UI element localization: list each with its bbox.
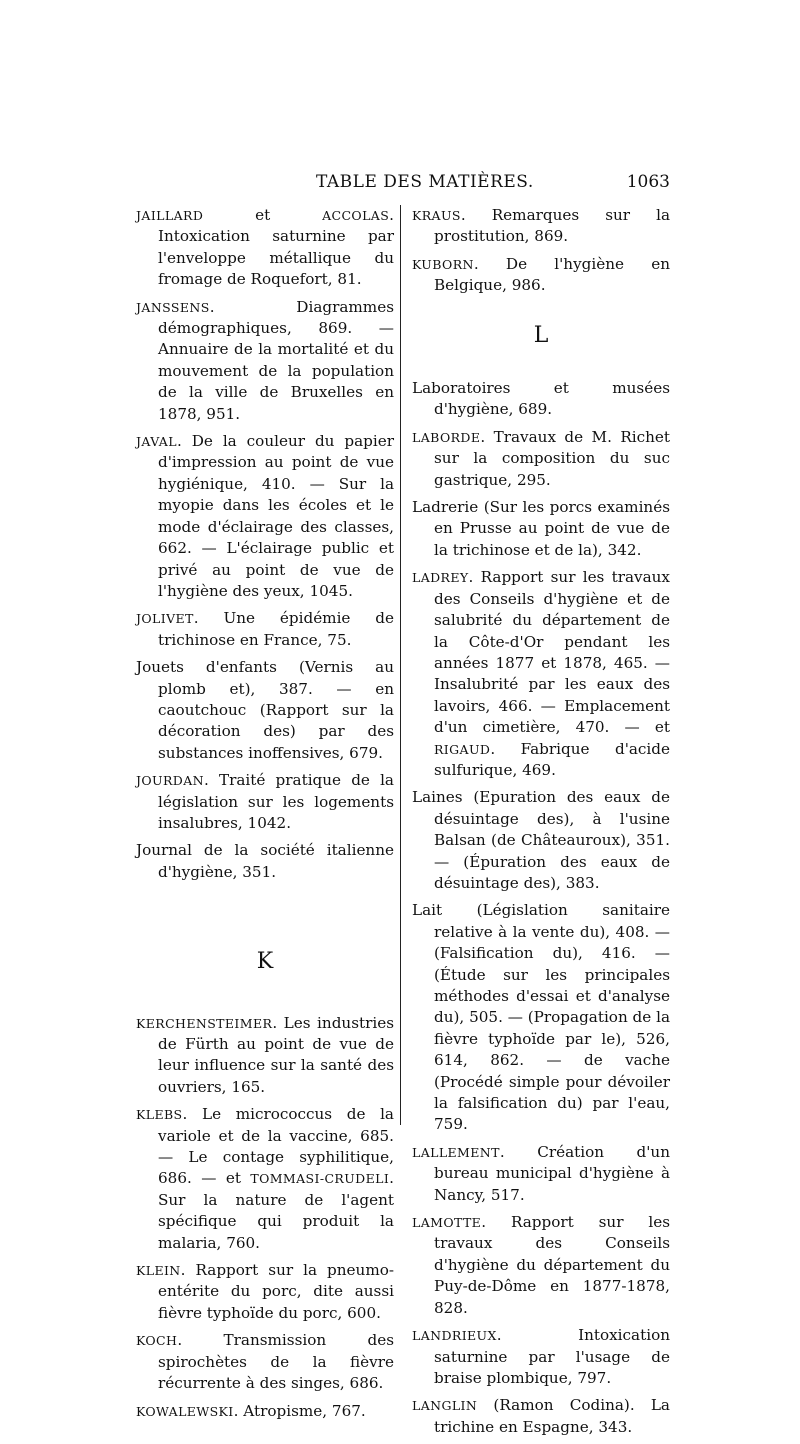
index-entry bbox=[412, 567, 670, 781]
entry-author: JANSSENS bbox=[136, 299, 210, 315]
section-letter-k: K bbox=[256, 949, 274, 975]
entry-text: . Atropisme, 767. bbox=[233, 1401, 366, 1420]
index-entry bbox=[412, 900, 670, 1135]
entry-author: JOLIVET bbox=[136, 611, 194, 627]
index-entry bbox=[136, 1330, 394, 1394]
entries-k-cont bbox=[412, 205, 670, 297]
entry-text: . Une épidémie de trichinose en France, 75. bbox=[158, 609, 394, 649]
entry-text: . Fabrique d'acide sulfurique, 469. bbox=[434, 739, 670, 779]
page-number: 1063 bbox=[626, 172, 670, 192]
index-entry bbox=[412, 497, 670, 561]
index-entry bbox=[136, 1013, 394, 1099]
section-letter-l: L bbox=[533, 322, 549, 348]
entry-text: . Rapport sur les travaux des Conseils d'hygiène et de salubrité du département de la Côte-d'Or pendant les années 1877 et 1878, 465. — Insalubrité par les eaux des lavoirs, 466. — Emplacement d'un cimetière, 470. — et bbox=[434, 568, 670, 737]
running-header bbox=[140, 172, 670, 196]
index-entry bbox=[136, 770, 394, 834]
entry-author: LALLEMENT bbox=[412, 1144, 500, 1160]
entry-author: KRAUS bbox=[412, 208, 461, 223]
index-entry bbox=[412, 1142, 670, 1206]
entry-text: Laboratoires et musées d'hygiène, 689. bbox=[412, 379, 670, 419]
index-entry bbox=[412, 1212, 670, 1319]
entry-text: . Remarques sur la prostitution, 869. bbox=[434, 206, 670, 246]
entry-author: KOWALEWSKI bbox=[136, 1403, 234, 1419]
index-entry bbox=[412, 1325, 670, 1389]
index-entry bbox=[412, 787, 670, 894]
entry-author: KLEIN bbox=[136, 1263, 181, 1279]
entry-author: JAVAL bbox=[136, 434, 177, 450]
entries-k bbox=[136, 1013, 394, 1422]
index-entry bbox=[136, 657, 394, 764]
entry-text: . Rapport sur la pneumo-entérite du porc, dite aussi fièvre typhoïde du porc, 600. bbox=[158, 1261, 394, 1322]
entry-author: LADREY bbox=[412, 570, 469, 586]
index-entry bbox=[136, 205, 394, 291]
entry-text: . De la couleur du papier d'impression au point de vue hygiénique, 410. — Sur la myopie dans les écoles et le mode d'éclairage des classes, 662. — L'éclairage public et privé au point de vue de l'hygiène des yeux, 1045. bbox=[158, 432, 394, 600]
entry-author: LANGLIN bbox=[412, 1398, 478, 1414]
entry-text: . Intoxication saturnine par l'enveloppe métallique du fromage de Roquefort, 81. bbox=[158, 206, 394, 289]
entry-text: Jouets d'enfants (Vernis au plomb et), 387. — en caoutchouc (Rapport sur la décoration des) par des substances inoffensives, 679. bbox=[136, 658, 394, 762]
entry-text: . Sur la nature de l'agent spécifique qui produit la malaria, 760. bbox=[158, 1169, 394, 1252]
entry-coauthor: ACCOLAS bbox=[322, 208, 390, 223]
entry-coauthor: RIGAUD bbox=[434, 741, 491, 757]
entry-text: Laines (Epuration des eaux de désuintage des), à l'usine Balsan (de Châteauroux), 351. — (Épuration des eaux de désuintage des), 383. bbox=[412, 788, 670, 892]
index-entry bbox=[412, 1395, 670, 1438]
index-entry bbox=[136, 1104, 394, 1254]
entry-author: LABORDE bbox=[412, 429, 481, 445]
entries-j bbox=[136, 205, 394, 883]
entry-text: . De l'hygiène en Belgique, 986. bbox=[434, 254, 670, 295]
entry-author: KERCHENSTEIMER bbox=[136, 1015, 273, 1031]
entry-text: (Ramon Codina). La trichine en Espagne, 343. bbox=[434, 1396, 670, 1436]
entry-author: LAMOTTE bbox=[412, 1215, 482, 1231]
entry-author: JOURDAN bbox=[136, 773, 204, 789]
entry-author: KUBORN bbox=[412, 256, 474, 272]
header-title: TABLE DES MATIÈRES. bbox=[316, 172, 534, 192]
entry-author: JAILLARD bbox=[136, 208, 204, 223]
entry-text: . Création d'un bureau municipal d'hygiène à Nancy, 517. bbox=[434, 1142, 670, 1204]
index-entry bbox=[412, 254, 670, 297]
index-entry bbox=[136, 431, 394, 602]
entry-text: . Traité pratique de la législation sur les logements insalubres, 1042. bbox=[158, 771, 394, 832]
entries-l bbox=[412, 378, 670, 1438]
entry-text: Lait (Législation sanitaire relative à la vente du), 408. — (Falsification du), 416. — (Étude sur les principales méthodes d'essai et d'analyse du), 505. — (Propagation de la fièvre typhoïde par le), 526, 614, 862. — de vache (Procédé simple pour dévoiler la falsification du) par l'eau, 759. bbox=[412, 901, 671, 1134]
column-divider bbox=[400, 205, 401, 1125]
entry-author: KLEBS bbox=[136, 1107, 183, 1123]
index-entry bbox=[136, 840, 394, 883]
index-entry bbox=[412, 378, 670, 421]
entry-text: Journal de la société italienne d'hygiène, 351. bbox=[136, 841, 394, 881]
entry-text: . Les industries de Fürth au point de vue de leur influence sur la santé des ouvriers, 165. bbox=[158, 1013, 394, 1096]
entry-text: . Intoxication saturnine par l'usage de braise plombique, 797. bbox=[434, 1326, 670, 1387]
entry-text: et bbox=[203, 206, 323, 224]
entry-text: . Transmission des spirochètes de la fièvre récurrente à des singes, 686. bbox=[158, 1331, 394, 1393]
entry-text: . Travaux de M. Richet sur la composition du suc gastrique, 295. bbox=[434, 427, 670, 489]
index-entry bbox=[136, 1401, 394, 1422]
entry-text: . Diagrammes démographiques, 869. — Annuaire de la mortalité et du mouvement de la population de la ville de Bruxelles en 1878, 951. bbox=[158, 297, 394, 423]
index-entry bbox=[412, 205, 670, 248]
index-entry bbox=[136, 1260, 394, 1324]
left-column bbox=[136, 205, 394, 1428]
right-column bbox=[412, 205, 670, 1444]
index-entry bbox=[136, 608, 394, 651]
entry-coauthor: TOMMASI-CRUDELI bbox=[250, 1171, 390, 1187]
entry-text: . Rapport sur les travaux des Conseils d'hygiène du département du Puy-de-Dôme en 1877-1878, 828. bbox=[434, 1213, 670, 1317]
index-entry bbox=[136, 297, 394, 425]
index-entry bbox=[412, 427, 670, 491]
entry-text: . Le micrococcus de la variole et de la vaccine, 685. — Le contage syphilitique, 686. — et bbox=[158, 1105, 394, 1188]
entry-text: Ladrerie (Sur les porcs examinés en Prusse au point de vue de la trichinose et de la), 342. bbox=[412, 498, 670, 559]
entry-author: KOCH bbox=[136, 1333, 178, 1349]
entry-author: LANDRIEUX bbox=[412, 1328, 497, 1344]
